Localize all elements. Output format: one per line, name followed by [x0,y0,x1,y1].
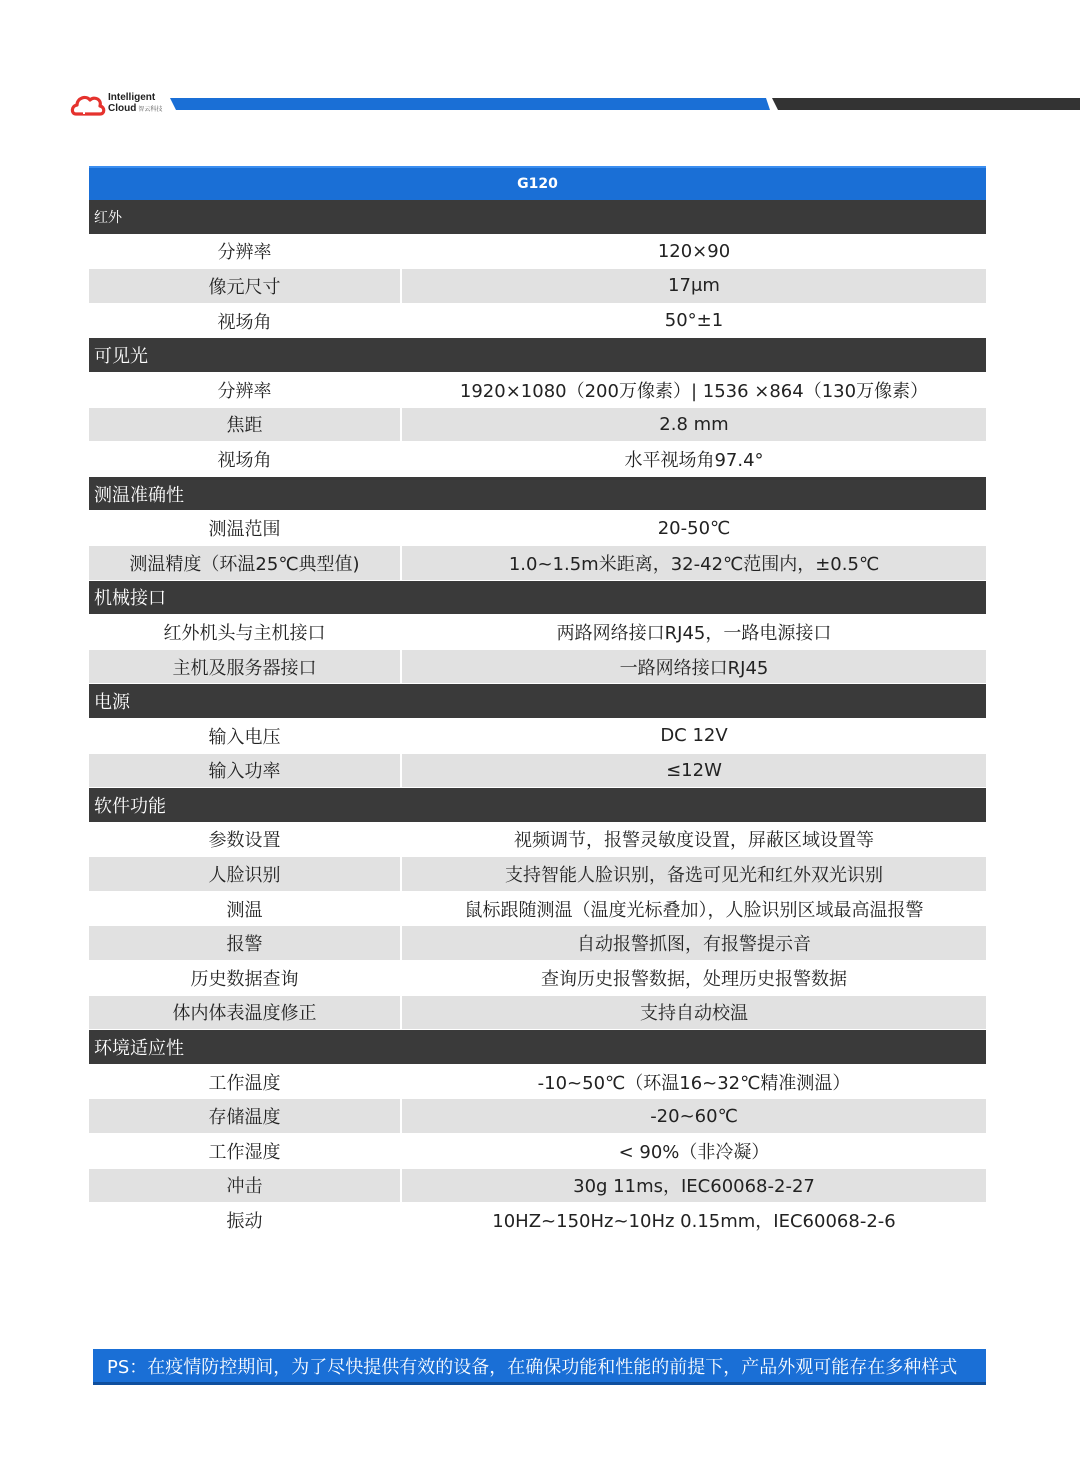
table-row [89,754,986,789]
table-row [89,373,986,408]
spec-value: 支持智能人脸识别，备选可见光和红外双光识别 [400,857,986,891]
logo-line1: Intelligent [108,92,156,103]
spec-table [89,166,986,1238]
spec-value: 120×90 [400,235,986,269]
table-row [89,304,986,339]
spec-label: 工作湿度 [208,1141,281,1163]
table-title: G120 [89,166,986,200]
logo-wordmark [108,92,162,116]
spec-label: 像元尺寸 [208,276,281,298]
spec-label: 主机及服务器接口 [172,657,317,679]
spec-label: 输入功率 [208,761,281,783]
section-header: 可见光 [89,338,986,373]
table-row [89,719,986,754]
spec-value: 17μm [400,269,986,303]
table-row [89,546,986,581]
spec-label: 测温精度（环温25℃典型值) [129,553,360,575]
table-row [89,823,986,858]
page-header [0,0,1080,150]
table-row [89,961,986,996]
spec-label: 焦距 [226,415,263,437]
spec-value: 30g 11ms，IEC60068-2-27 [400,1169,986,1203]
table-row [89,235,986,270]
header-accent-bar [170,98,770,110]
spec-value: 水平视场角97.4° [400,442,986,476]
spec-label: 报警 [226,934,263,956]
spec-label: 分辨率 [217,242,272,264]
spec-value: 支持自动校温 [400,996,986,1030]
spec-value: ≤12W [400,754,986,788]
spec-value: 自动报警抓图，有报警提示音 [400,926,986,960]
section-header: 环境适应性 [89,1030,986,1065]
spec-label: 输入电压 [208,726,281,748]
table-row [89,1203,986,1238]
spec-label: 视场角 [217,311,272,333]
spec-label: 历史数据查询 [190,968,299,990]
section-header: 电源 [89,684,986,719]
spec-value: 1.0~1.5m米距离，32-42℃范围内，±0.5℃ [400,546,986,580]
spec-label: 测温范围 [208,519,281,541]
spec-value: 一路网络接口RJ45 [400,650,986,684]
spec-value: 50°±1 [400,304,986,338]
spec-label: 存储温度 [208,1107,281,1129]
table-row [89,615,986,650]
table-row [89,650,986,685]
table-row [89,1065,986,1100]
spec-value: -20~60℃ [400,1099,986,1133]
spec-value: -10~50℃（环温16~32℃精准测温） [400,1065,986,1099]
spec-label: 体内体表温度修正 [172,1003,317,1025]
spec-value: DC 12V [400,719,986,753]
spec-label: 参数设置 [208,830,281,852]
table-row [89,857,986,892]
spec-value: 视频调节，报警灵敏度设置，屏蔽区域设置等 [400,823,986,857]
section-header: 测温准确性 [89,477,986,512]
table-row [89,1134,986,1169]
table-row [89,408,986,443]
spec-label: 振动 [226,1211,263,1233]
table-row [89,442,986,477]
footer-note: PS：在疫情防控期间，为了尽快提供有效的设备，在确保功能和性能的前提下，产品外观可能存在多种样式 [93,1349,986,1385]
spec-label: 工作温度 [208,1072,281,1094]
cloud-logo-icon [70,90,106,120]
spec-value: 两路网络接口RJ45，一路电源接口 [400,615,986,649]
spec-value: 查询历史报警数据，处理历史报警数据 [400,961,986,995]
spec-label: 红外机头与主机接口 [163,622,326,644]
table-row [89,269,986,304]
table-row [89,996,986,1031]
section-header: 软件功能 [89,788,986,823]
spec-value: 1920×1080（200万像素）| 1536 ×864（130万像素） [400,373,986,407]
spec-value: 10HZ~150Hz~10Hz 0.15mm，IEC60068-2-6 [400,1203,986,1237]
table-row [89,892,986,927]
spec-label: 冲击 [226,1176,263,1198]
spec-value: 2.8 mm [400,408,986,442]
table-row [89,926,986,961]
spec-label: 人脸识别 [208,865,281,887]
spec-value: 20-50℃ [400,511,986,545]
spec-label: 视场角 [217,449,272,471]
section-header: 机械接口 [89,581,986,616]
table-row [89,511,986,546]
spec-value: 鼠标跟随测温（温度光标叠加），人脸识别区域最高温报警 [400,892,986,926]
spec-label: 测温 [226,899,263,921]
table-row [89,1099,986,1134]
logo-line2: Cloud [108,103,137,114]
spec-value: < 90%（非冷凝） [400,1134,986,1168]
header-dark-bar [772,98,1080,110]
table-row [89,1169,986,1204]
brand-logo [70,90,180,120]
section-header: 红外 [89,200,986,235]
logo-subtext: 智云科技 [138,107,163,113]
spec-label: 分辨率 [217,380,272,402]
